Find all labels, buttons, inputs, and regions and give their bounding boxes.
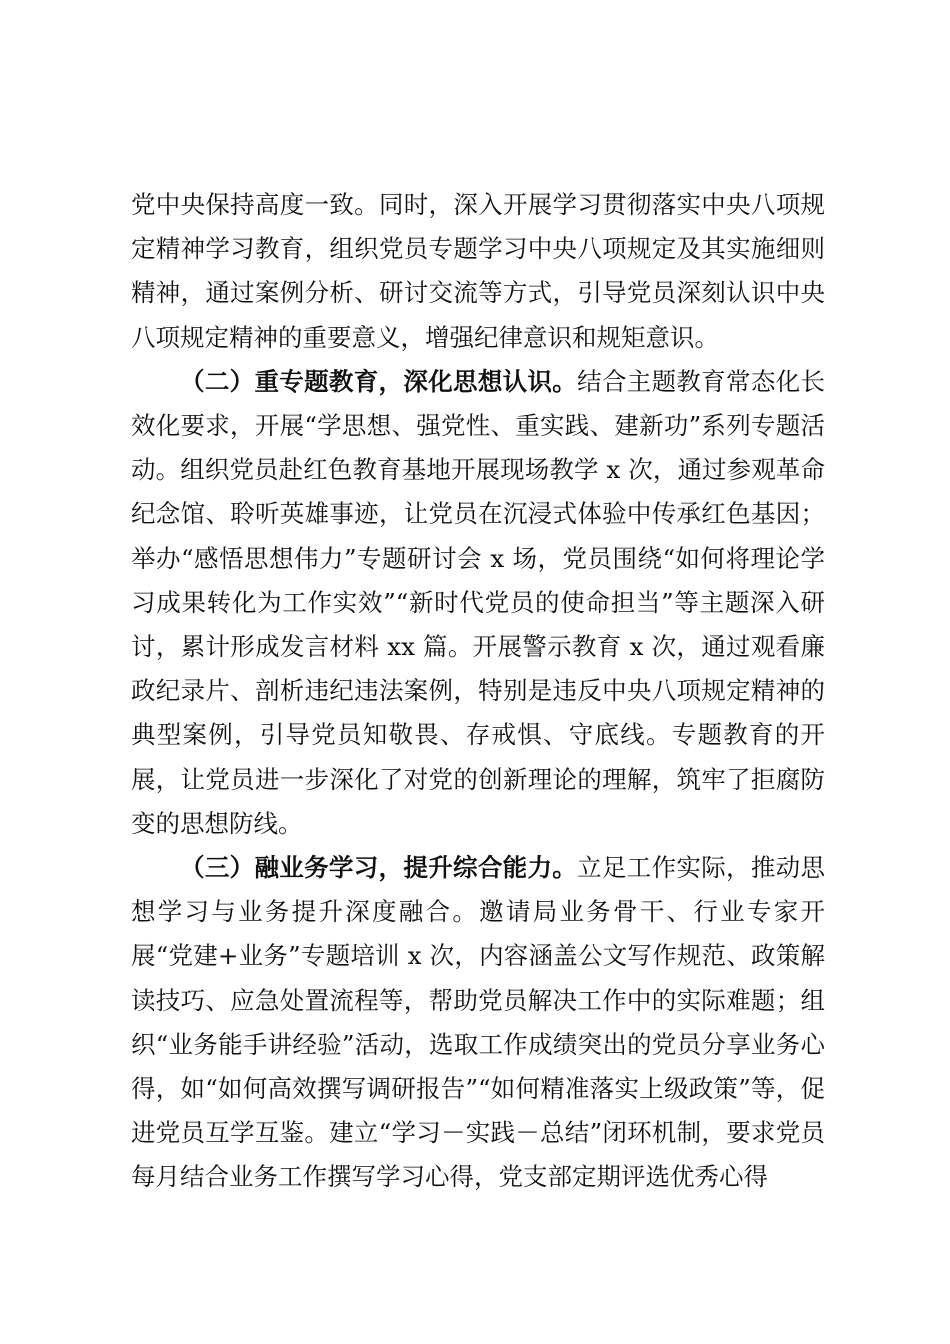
paragraph-text: 结合主题教育常态化长效化要求，开展“学思想、强党性、重实践、建新功”系列专题活动。组织党员赴红色教育基地开展现场教学 x 次，通过参观革命纪念馆、聆听英雄事迹，让党员在沉浸式体验中传承红色基因；举办“感悟思想伟力”专题研讨会 x 场，党员围绕“如何将理论学习成果转化为工作实效”“新时代党员的使命担当”等主题深入研讨，累计形成发言材料 xx 篇。开展警示教育 x 次，通过观看廉政纪录片、剖析违纪违法案例，特别是违反中央八项规定精神的典型案例，引导党员知敬畏、存戒惧、守底线。专题教育的开展，让党员进一步深化了对党的创新理论的理解，筑牢了拒腐防变的思想防线。 <box>131 366 826 838</box>
section-heading: （三）融业务学习，提升综合能力。 <box>180 853 578 883</box>
paragraph-section-3 <box>131 846 825 1200</box>
paragraph-continuation <box>131 183 825 360</box>
section-heading: （二）重专题教育，深化思想认识。 <box>180 366 578 396</box>
paragraph-text: 党中央保持高度一致。同时，深入开展学习贯彻落实中央八项规定精神学习教育，组织党员专题学习中央八项规定及其实施细则精神，通过案例分析、研讨交流等方式，引导党员深刻认识中央八项规定精神的重要意义，增强纪律意识和规矩意识。 <box>131 190 825 352</box>
document-page <box>131 183 825 1200</box>
paragraph-section-2 <box>131 360 825 846</box>
paragraph-text: 立足工作实际，推动思想学习与业务提升深度融合。邀请局业务骨干、行业专家开展“党建+业务”专题培训 x 次，内容涵盖公文写作规范、政策解读技巧、应急处置流程等，帮助党员解决工作中的实际难题；组织“业务能手讲经验”活动，选取工作成绩突出的党员分享业务心得，如“如何高效撰写调研报告”“如何精准落实上级政策”等，促进党员互学互鉴。建立“学习－实践－总结”闭环机制，要求党员每月结合业务工作撰写学习心得，党支部定期评选优秀心得 <box>131 853 826 1192</box>
